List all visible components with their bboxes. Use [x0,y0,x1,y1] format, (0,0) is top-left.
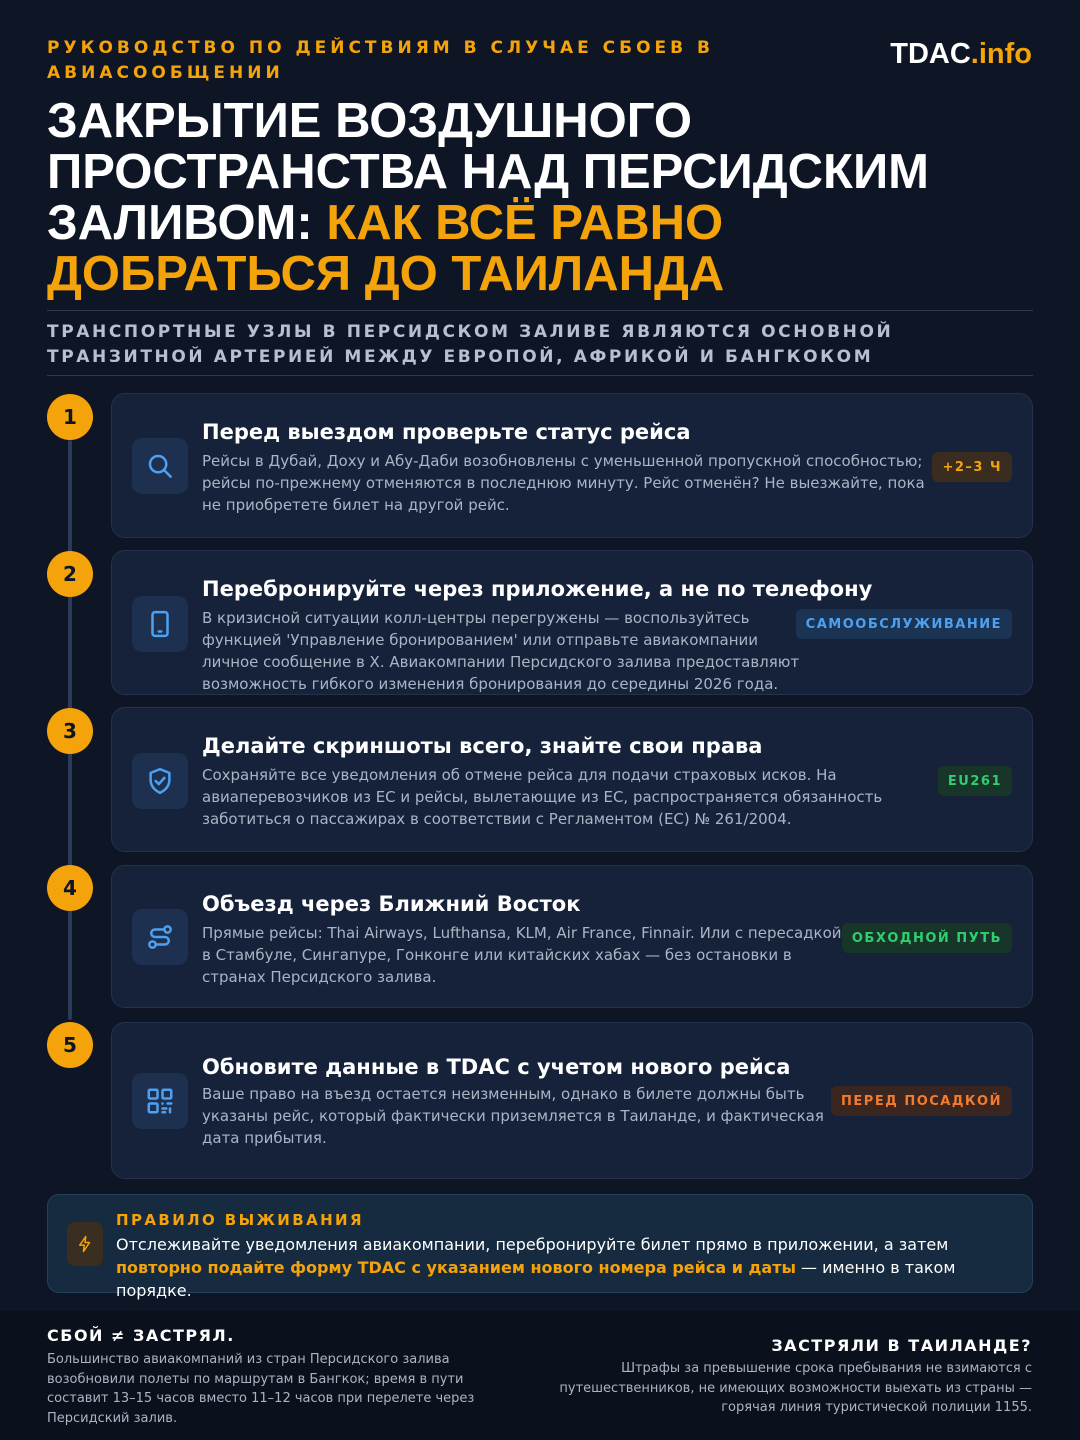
search-icon [132,438,188,494]
brand-suffix: .info [970,38,1032,70]
lightning-icon [67,1222,103,1266]
step-body: Ваше право на въезд остается неизменным, однако в билете должны быть указаны рейс, который фактически приземляется в Таиланде, и фактическая дата прибытия. [202,1085,824,1147]
step-badge: САМООБСЛУЖИВАНИЕ [796,609,1012,639]
step-body: Рейсы в Дубай, Доху и Абу-Даби возобновлены с уменьшенной пропускной способностью; рейсы по-прежнему отменяются в последнюю минуту. Рейс отменён? Не выезжайте, пока не приобретете билет на другой рейс. [202,452,925,514]
page-subtitle: ТРАНСПОРТНЫЕ УЗЛЫ В ПЕРСИДСКОМ ЗАЛИВЕ ЯВЛЯЮТСЯ ОСНОВНОЙ ТРАНЗИТНОЙ АРТЕРИЕЙ МЕЖДУ ЕВРОПОЙ, АФРИКОЙ И БАНГКОКОМ [47,322,894,367]
footer-right-text: Штрафы за превышение срока пребывания не взимаются с путешественников, не имеющих возможности выехать из страны — горячая линия туристической полиции 1155. [559,1361,1032,1415]
step-body: Сохраняйте все уведомления об отмене рейса для подачи страховых исков. На авиаперевозчиков из ЕС и рейсы, вылетающие из ЕС, распространяется обязанность заботиться о пассажирах в соответствии с Регламентом (ЕС) № 261/2004. [202,766,883,828]
step-card [111,707,1033,852]
divider-top [47,310,1033,311]
step-number: 4 [47,865,93,911]
step-card [111,550,1033,695]
step-card [111,393,1033,538]
step-number: 2 [47,551,93,597]
divider-bottom [47,375,1033,376]
brand-logo[interactable] [890,38,1032,71]
step-title: Объезд через Ближний Восток [202,892,581,916]
title-highlight: КАК ВСЁ РАВНО ДОБРАТЬСЯ ДО ТАИЛАНДА [47,196,725,301]
survival-rule-box [47,1194,1033,1300]
page-title [47,96,1007,300]
step-title: Перебронируйте через приложение, а не по телефону [202,577,873,601]
footer-left-title: СБОЙ ≠ ЗАСТРЯЛ. [47,1326,235,1345]
rule-text-after: — именно в таком порядке. [116,1258,956,1300]
survival-rule-label: ПРАВИЛО ВЫЖИВАНИЯ [116,1211,364,1229]
step-number: 5 [47,1022,93,1068]
route-icon [132,909,188,965]
survival-rule-text [116,1233,1016,1302]
shield-check-icon [132,753,188,809]
footer-right-title: ЗАСТРЯЛИ В ТАИЛАНДЕ? [771,1336,1032,1355]
step-number: 1 [47,394,93,440]
rule-text-before: Отслеживайте уведомления авиакомпании, перебронируйте билет прямо в приложении, а затем [116,1235,949,1254]
footer-left-text: Большинство авиакомпаний из стран Персидского залива возобновили полеты по маршрутам в Бангкок; время в пути составит 13–15 часов вместо 11–12 часов при перелете через Персидский залив. [47,1352,475,1426]
step-title: Делайте скриншоты всего, знайте свои права [202,734,763,758]
step-badge: ПЕРЕД ПОСАДКОЙ [831,1086,1012,1116]
step-title: Перед выездом проверьте статус рейса [202,420,691,444]
step-body: В кризисной ситуации колл-центры перегружены — воспользуйтесь функцией 'Управление бронированием' или отправьте авиакомпании личное сообщение в X. Авиакомпании Персидского залива предоставляют возможность гибкого изменения бронирования до середины 2026 года. [202,609,800,693]
rule-text-highlight: повторно подайте форму TDAC с указанием нового номера рейса и даты [116,1258,796,1277]
step-card [111,865,1033,1008]
step-card [111,1022,1033,1179]
step-badge: +2–3 Ч [932,452,1012,482]
step-title: Обновите данные в TDAC с учетом нового рейса [202,1055,791,1079]
step-badge: ОБХОДНОЙ ПУТЬ [842,923,1012,953]
step-badge: EU261 [938,766,1012,796]
smartphone-icon [132,596,188,652]
step-body: Прямые рейсы: Thai Airways, Lufthansa, KLM, Air France, Finnair. Или с пересадкой в Стамбуле, Сингапуре, Гонконге или китайских хабах — без остановки в странах Персидского залива. [202,924,842,986]
title-white: ЗАКРЫТИЕ ВОЗДУШНОГО ПРОСТРАНСТВА НАД ПЕРСИДСКИМ ЗАЛИВОМ: [47,94,929,250]
qr-code-icon [132,1073,188,1129]
header-kicker: РУКОВОДСТВО ПО ДЕЙСТВИЯМ В СЛУЧАЕ СБОЕВ В АВИАСООБЩЕНИИ [47,38,714,83]
brand-main: TDAC [890,38,971,70]
step-number: 3 [47,708,93,754]
